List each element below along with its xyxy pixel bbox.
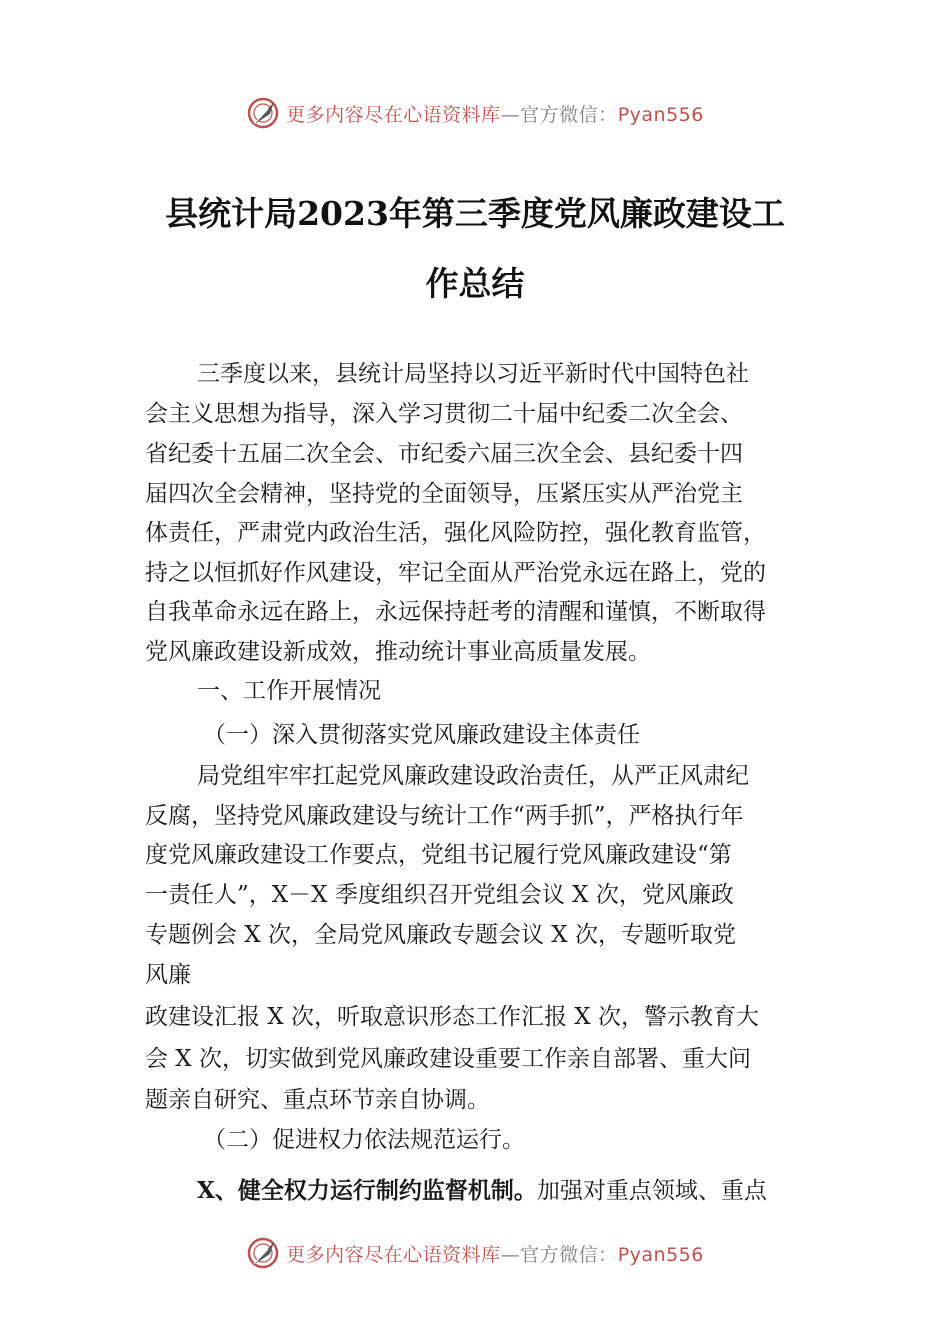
- body-line: 局党组牢牢扛起党风廉政建设政治责任，从严正风肃纪: [197, 763, 749, 789]
- body-line: 会主义思想为指导，深入学习贯彻二十届中纪委二次全会、: [145, 401, 743, 427]
- subsection-heading: （一）深入贯彻落实党风廉政建设主体责任: [203, 722, 640, 748]
- body-line: 党风廉政建设新成效，推动统计事业高质量发展。: [145, 639, 651, 665]
- body-line: 度党风廉政建设工作要点，党组书记履行党风廉政建设“第: [145, 842, 732, 868]
- body-line: 政建设汇报 X 次，听取意识形态工作汇报 X 次，警示教育大: [145, 1004, 759, 1030]
- quill-logo-icon: [246, 1236, 280, 1270]
- quill-logo-icon: [246, 96, 280, 130]
- body-line: 题亲自研究、重点环节亲自协调。: [145, 1087, 490, 1113]
- body-line-mixed: [197, 1176, 767, 1206]
- item-heading: X、健全权力运行制约监督机制。: [197, 1177, 537, 1204]
- body-line: 会 X 次，切实做到党风廉政建设重要工作亲自部署、重大问: [145, 1046, 751, 1072]
- body-line: 风廉: [145, 962, 191, 988]
- item-text: 加强对重点领域、重点: [536, 1178, 767, 1204]
- body-line: 专题例会 X 次，全局党风廉政专题会议 X 次，专题听取党: [145, 922, 736, 948]
- document-title-line-1: 县统计局2023年第三季度党风廉政建设工: [165, 194, 785, 233]
- watermark-text: 更多内容尽在心语资料库—官方微信：Pyan556: [286, 1243, 704, 1266]
- section-heading: 一、工作开展情况: [197, 678, 381, 704]
- body-line: 持之以恒抓好作风建设，牢记全面从严治党永远在路上，党的: [145, 560, 766, 586]
- subsection-heading: （二）促进权力依法规范运行。: [203, 1127, 525, 1153]
- body-line: 自我革命永远在路上，永远保持赶考的清醒和谨慎，不断取得: [145, 599, 766, 625]
- header-watermark: [0, 93, 950, 133]
- watermark-text: 更多内容尽在心语资料库—官方微信：Pyan556: [286, 103, 704, 126]
- body-line: 体责任，严肃党内政治生活，强化风险防控，强化教育监管，: [145, 520, 766, 546]
- body-line: 省纪委十五届二次全会、市纪委六届三次全会、县纪委十四: [145, 441, 743, 467]
- document-title-line-2: 作总结: [425, 264, 525, 303]
- body-line: 届四次全会精神，坚持党的全面领导，压紧压实从严治党主: [145, 481, 743, 507]
- body-line: 反腐，坚持党风廉政建设与统计工作“两手抓”，严格执行年: [145, 803, 744, 829]
- body-line: 一责任人”，X－X 季度组织召开党组会议 X 次，党风廉政: [145, 882, 734, 908]
- footer-watermark: [0, 1233, 950, 1273]
- body-line: 三季度以来，县统计局坚持以习近平新时代中国特色社: [197, 361, 749, 387]
